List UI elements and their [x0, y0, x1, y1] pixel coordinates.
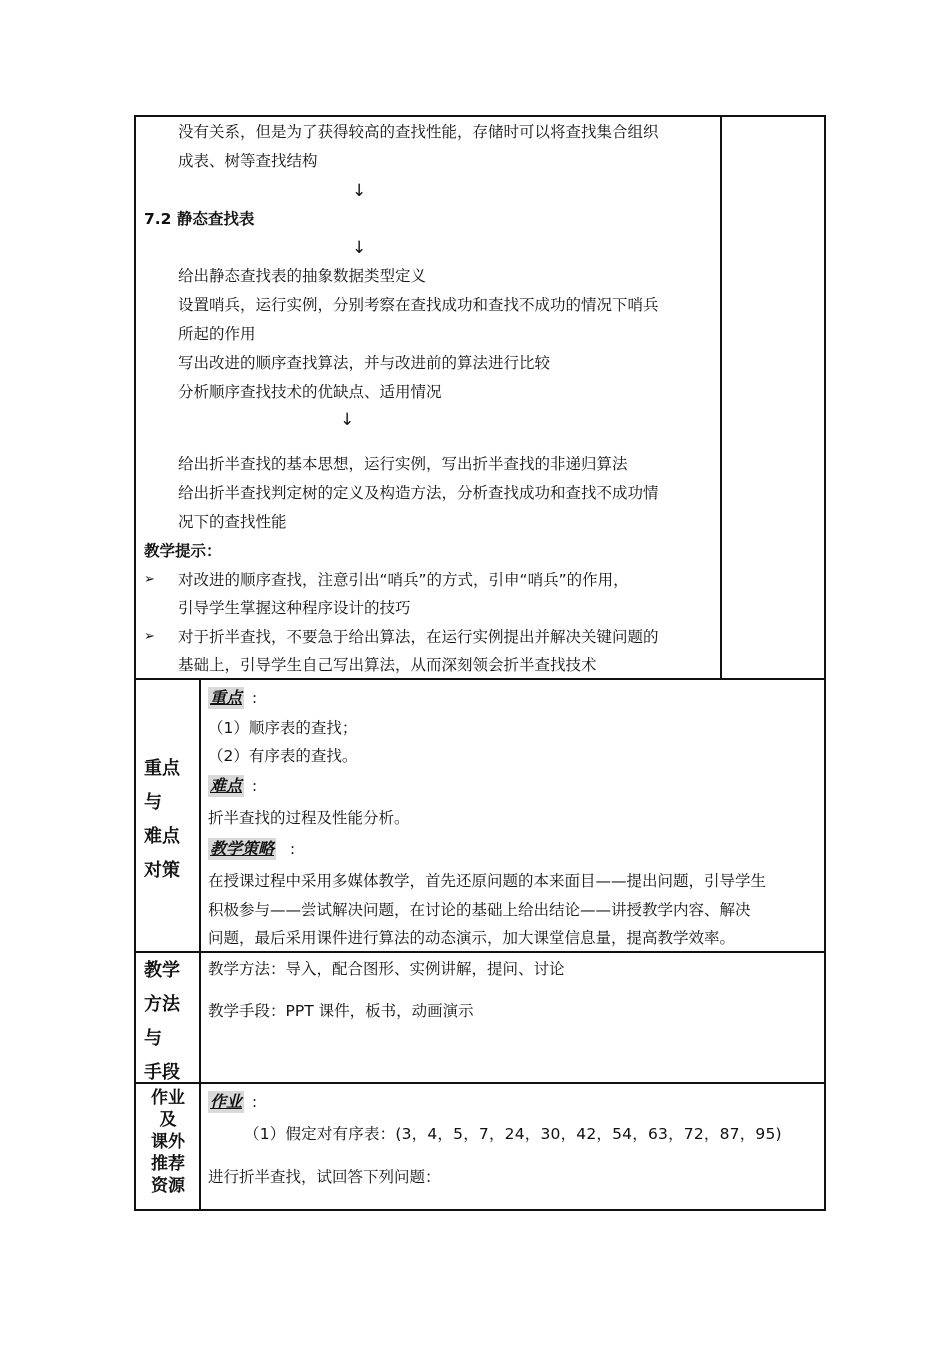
section-title: 7.2 静态查找表: [144, 210, 255, 228]
column-divider: [199, 678, 201, 1210]
text-line: 况下的查找性能: [178, 513, 287, 531]
difficulty-title: 难点: [210, 776, 243, 795]
row-label-key-difficulty: [144, 752, 180, 888]
text-line: 成表、树等查找结构: [178, 152, 318, 170]
label-line: 方法: [144, 994, 180, 1015]
label-line: 重点: [144, 758, 180, 779]
text-line: 给出折半查找的基本思想，运行实例，写出折半查找的非递归算法: [178, 455, 628, 473]
homework-line: 进行折半查找，试回答下列问题：: [208, 1168, 441, 1186]
text-line: 写出改进的顺序查找算法，并与改进前的算法进行比较: [178, 354, 551, 372]
down-arrow-icon: ↓: [352, 238, 367, 258]
homework-line: （1）假定对有序表：(3，4，5，7，24，30，42，54，63，72，87，95): [244, 1125, 782, 1143]
label-line: 与: [144, 792, 162, 813]
key-points-title: 重点: [210, 688, 243, 707]
text-line: 分析顺序查找技术的优缺点、适用情况: [178, 383, 442, 401]
text-line: 所起的作用: [178, 325, 256, 343]
strategy-line: 在授课过程中采用多媒体教学，首先还原问题的本来面目——提出问题，引导学生: [208, 872, 767, 890]
row-label-homework: [140, 1087, 196, 1197]
row-divider: [134, 951, 826, 953]
tip-line: 基础上，引导学生自己写出算法，从而深刻领会折半查找技术: [178, 656, 597, 674]
colon: :: [252, 689, 258, 707]
row-label-methods: [144, 954, 180, 1090]
difficulty-text: 折半查找的过程及性能分析。: [208, 809, 410, 827]
means-text: 教学手段：PPT 课件，板书，动画演示: [208, 1002, 474, 1020]
down-arrow-icon: ↓: [340, 410, 355, 430]
strategy-line: 问题，最后采用课件进行算法的动态演示，加大课堂信息量，提高教学效率。: [208, 929, 736, 947]
column-divider: [720, 115, 722, 679]
strategy-line: 积极参与——尝试解决问题，在讨论的基础上给出结论——讲授教学内容、解决: [208, 901, 751, 919]
method-text: 教学方法：导入，配合图形、实例讲解，提问、讨论: [208, 960, 565, 978]
key-item: （2）有序表的查找。: [208, 747, 358, 765]
tip-line: 对于折半查找，不要急于给出算法，在运行实例提出并解决关键问题的: [178, 628, 659, 646]
text-line: 没有关系，但是为了获得较高的查找性能，存储时可以将查找集合组织: [178, 123, 659, 141]
bullet-arrow-icon: ➢: [144, 629, 155, 644]
bullet-arrow-icon: ➢: [144, 572, 155, 587]
tip-line: 引导学生掌握这种程序设计的技巧: [178, 599, 411, 617]
key-item: （1）顺序表的查找；: [208, 719, 358, 737]
label-line: 推荐: [151, 1154, 185, 1174]
colon: :: [252, 1093, 258, 1111]
colon: :: [290, 840, 296, 858]
text-line: 给出折半查找判定树的定义及构造方法，分析查找成功和查找不成功情: [178, 484, 659, 502]
label-line: 资源: [151, 1176, 185, 1196]
tip-line: 对改进的顺序查找，注意引出“哨兵”的方式，引申“哨兵”的作用，: [178, 571, 629, 589]
label-line: 作业: [151, 1088, 185, 1108]
label-line: 手段: [144, 1062, 180, 1083]
strategy-title: 教学策略: [210, 839, 275, 858]
down-arrow-icon: ↓: [352, 181, 367, 201]
label-line: 课外: [151, 1132, 185, 1152]
text-line: 设置哨兵，运行实例，分别考察在查找成功和查找不成功的情况下哨兵: [178, 296, 659, 314]
tips-title: 教学提示：: [144, 542, 222, 560]
row-divider: [134, 1082, 826, 1084]
text-line: 给出静态查找表的抽象数据类型定义: [178, 267, 427, 285]
label-line: 对策: [144, 860, 180, 881]
colon: :: [252, 777, 258, 795]
label-line: 教学: [144, 960, 180, 981]
homework-title: 作业: [210, 1092, 243, 1111]
row-divider: [134, 678, 826, 680]
label-line: 难点: [144, 826, 180, 847]
label-line: 及: [159, 1110, 177, 1130]
label-line: 与: [144, 1028, 162, 1049]
